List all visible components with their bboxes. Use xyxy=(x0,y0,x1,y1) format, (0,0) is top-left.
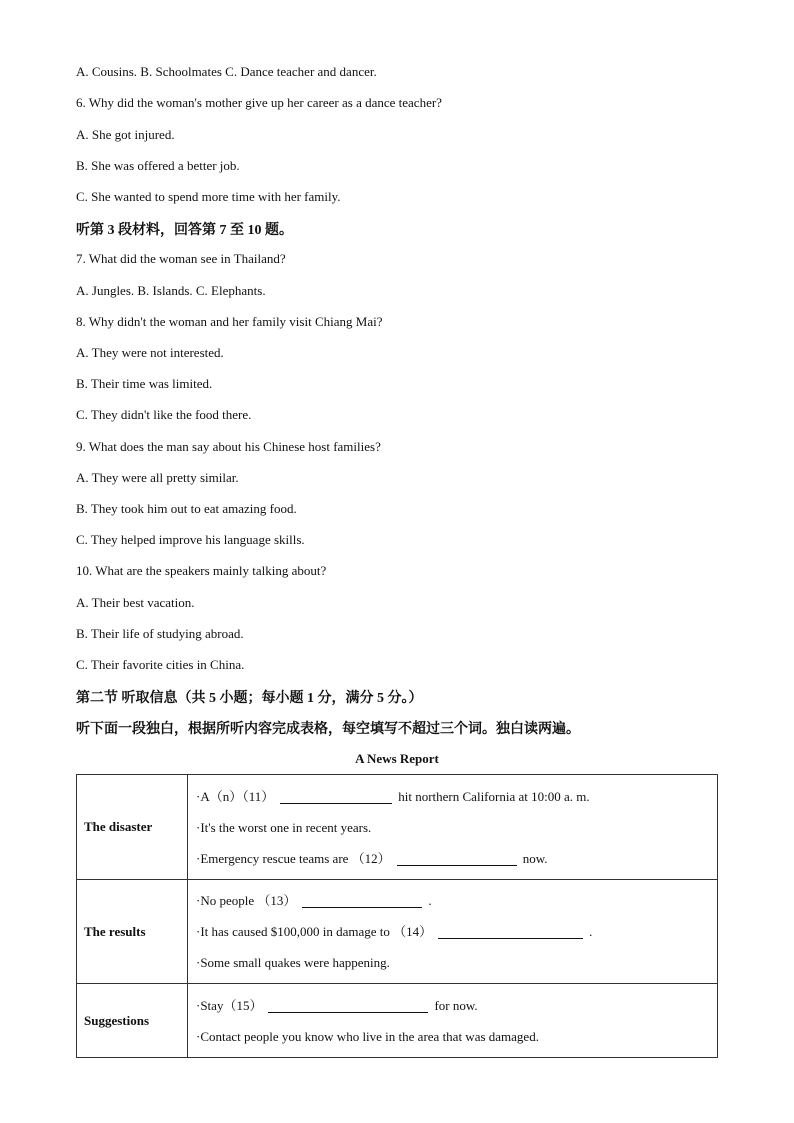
option-line: A. Cousins. B. Schoolmates C. Dance teacher and dancer. xyxy=(76,64,377,79)
answer-blank-14[interactable] xyxy=(438,924,583,939)
list-item: ·It's the worst one in recent years. xyxy=(196,819,372,835)
section-instruction: 听下面一段独白，根据所听内容完成表格，每空填写不超过三个词。独白读两遍。 xyxy=(76,722,580,737)
question-6: 6. Why did the woman's mother give up her career as a dance teacher? xyxy=(76,95,442,110)
question-7: 7. What did the woman see in Thailand? xyxy=(76,251,286,266)
row-header: The results xyxy=(77,880,188,984)
option-line: B. Their time was limited. xyxy=(76,376,213,391)
row-content xyxy=(188,775,718,880)
row-content xyxy=(188,984,718,1058)
table-title: A News Report xyxy=(355,751,439,766)
option-line: A. Jungles. B. Islands. C. Elephants. xyxy=(76,283,266,298)
news-report-table xyxy=(76,774,718,1058)
option-line: B. Their life of studying abroad. xyxy=(76,626,244,641)
list-item: ·It has caused $100,000 in damage to （14） . xyxy=(196,924,593,939)
option-line: C. They helped improve his language skills. xyxy=(76,532,305,547)
list-item: ·A（n）（11） hit northern California at 10:00 a. m. xyxy=(196,788,590,804)
question-10: 10. What are the speakers mainly talking about? xyxy=(76,563,327,578)
option-line: A. They were not interested. xyxy=(76,345,224,360)
section-heading: 第二节 听取信息（共 5 小题；每小题 1 分，满分 5 分。） xyxy=(76,691,423,706)
answer-blank-12[interactable] xyxy=(397,851,517,866)
option-line: A. They were all pretty similar. xyxy=(76,470,239,485)
section-instruction: 听第 3 段材料，回答第 7 至 10 题。 xyxy=(76,223,293,238)
row-header: The disaster xyxy=(77,775,188,880)
list-item: ·Some small quakes were happening. xyxy=(196,955,390,970)
option-line: B. They took him out to eat amazing food. xyxy=(76,501,297,516)
answer-blank-11[interactable] xyxy=(280,789,392,804)
row-header: Suggestions xyxy=(77,984,188,1058)
table-row xyxy=(77,880,718,984)
option-line: A. She got injured. xyxy=(76,127,175,142)
option-line: C. They didn't like the food there. xyxy=(76,407,252,422)
list-item: ·Contact people you know who live in the area that was damaged. xyxy=(196,1028,539,1044)
option-line: C. She wanted to spend more time with her family. xyxy=(76,189,341,204)
list-item: ·Stay（15） for now. xyxy=(196,997,478,1013)
table-row xyxy=(77,775,718,880)
question-9: 9. What does the man say about his Chinese host families? xyxy=(76,439,381,454)
answer-blank-15[interactable] xyxy=(268,998,428,1013)
answer-blank-13[interactable] xyxy=(302,893,422,908)
list-item: ·No people （13） . xyxy=(196,893,432,908)
question-8: 8. Why didn't the woman and her family visit Chiang Mai? xyxy=(76,314,383,329)
option-line: A. Their best vacation. xyxy=(76,595,195,610)
row-content xyxy=(188,880,718,984)
list-item: ·Emergency rescue teams are （12） now. xyxy=(196,850,548,866)
option-line: B. She was offered a better job. xyxy=(76,158,240,173)
table-row xyxy=(77,984,718,1058)
option-line: C. Their favorite cities in China. xyxy=(76,657,245,672)
